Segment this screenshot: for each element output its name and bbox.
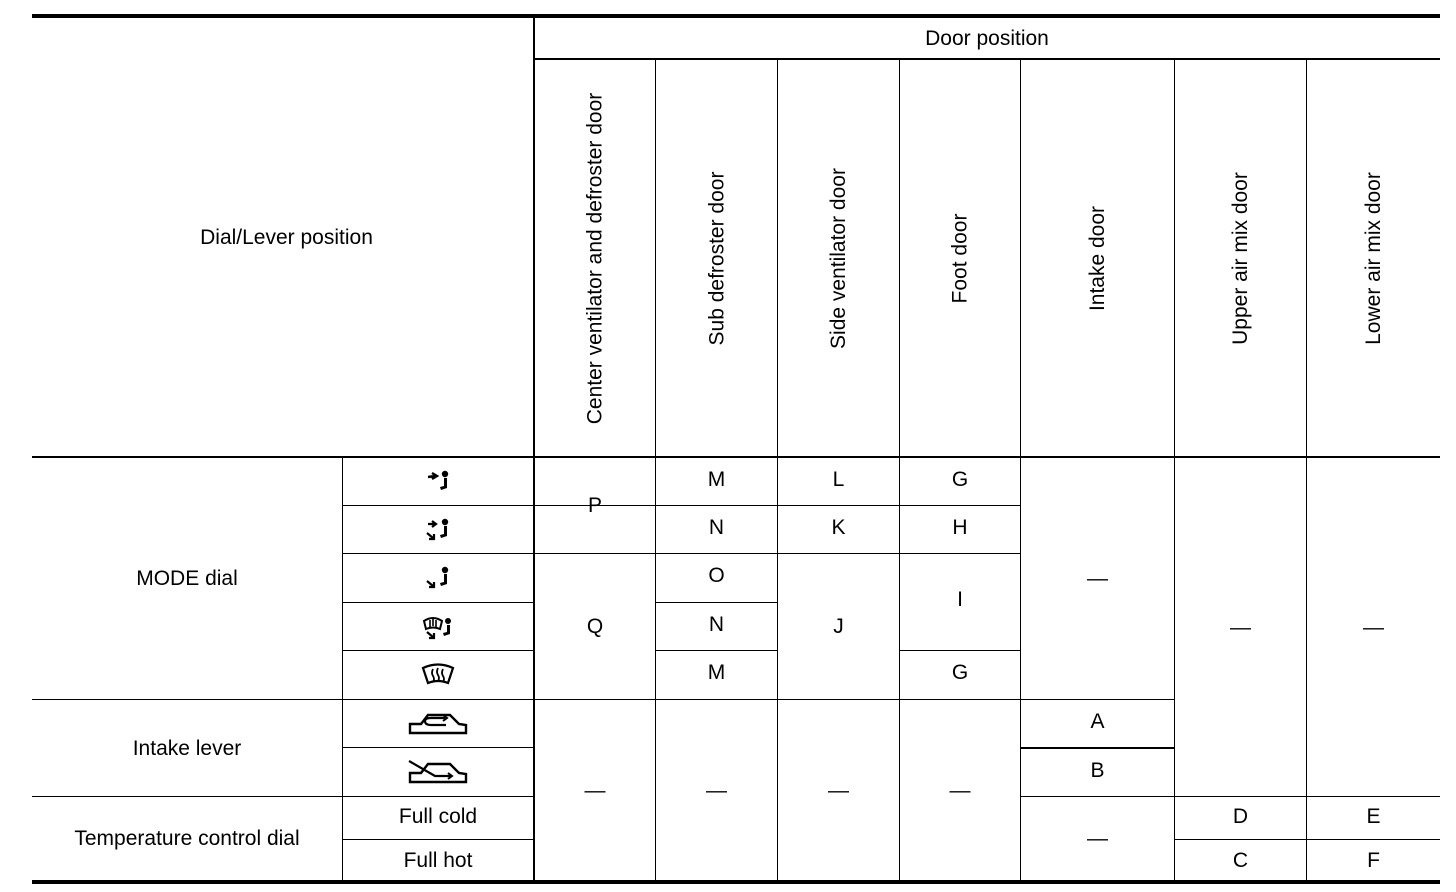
table-cell: L [832, 467, 845, 491]
temperature-control-dial-label: Temperature control dial [74, 827, 300, 850]
full-hot-label: Full hot [403, 848, 473, 872]
column-header-sub-defroster: Sub defroster door [705, 171, 728, 345]
table-cell: — [706, 778, 727, 802]
table-bottom-rule [32, 880, 1440, 884]
defrost-mode-icon [343, 651, 533, 699]
table-cell: — [1087, 567, 1108, 590]
table-cell: Q [586, 615, 604, 638]
mode-dial-label: MODE dial [136, 566, 238, 590]
column-header-lower-air-mix: Lower air mix door [1362, 171, 1386, 345]
column-header-upper-air-mix: Upper air mix door [1229, 171, 1253, 345]
vent-mode-icon [343, 458, 533, 505]
foot-defrost-mode-icon [343, 603, 533, 650]
fresh-air-icon [343, 748, 533, 796]
recirculation-icon [343, 700, 533, 747]
table-cell: J [833, 615, 844, 638]
bi-level-mode-icon [343, 506, 533, 553]
table-cell: G [951, 661, 969, 684]
intake-lever-label: Intake lever [132, 736, 242, 760]
table-cell: K [831, 515, 846, 539]
table-cell: D [1232, 804, 1249, 828]
table-cell: — [828, 778, 849, 802]
foot-mode-icon [343, 554, 533, 602]
table-cell: N [708, 515, 725, 539]
table-cell: A [1090, 709, 1105, 733]
table-cell: O [708, 564, 725, 587]
column-header-side-ventilator: Side ventilator door [827, 167, 851, 349]
table-cell: M [707, 661, 726, 684]
table-cell: C [1232, 848, 1249, 872]
column-header-intake-door: Intake door [1085, 205, 1109, 311]
table-cell: I [957, 587, 963, 611]
table-cell: G [951, 467, 969, 491]
table-cell: N [708, 612, 725, 636]
table-cell: — [584, 778, 606, 802]
door-position-header: Door position [925, 26, 1049, 50]
table-cell: M [707, 467, 726, 491]
table-cell: F [1367, 848, 1380, 872]
table-cell: P [587, 494, 602, 517]
table-cell: H [952, 515, 968, 539]
column-header-foot-door: Foot door [948, 213, 972, 303]
table-cell: E [1366, 804, 1381, 828]
table-cell: — [949, 778, 971, 802]
table-cell: B [1090, 758, 1105, 782]
table-cell: — [1230, 615, 1251, 639]
column-header-center-ventilator: Center ventilator and defroster door [583, 92, 606, 424]
table-cell: — [1363, 615, 1384, 639]
table-cell: — [1087, 827, 1108, 850]
dial-lever-position-header: Dial/Lever position [200, 225, 373, 249]
full-cold-label: Full cold [398, 804, 478, 828]
